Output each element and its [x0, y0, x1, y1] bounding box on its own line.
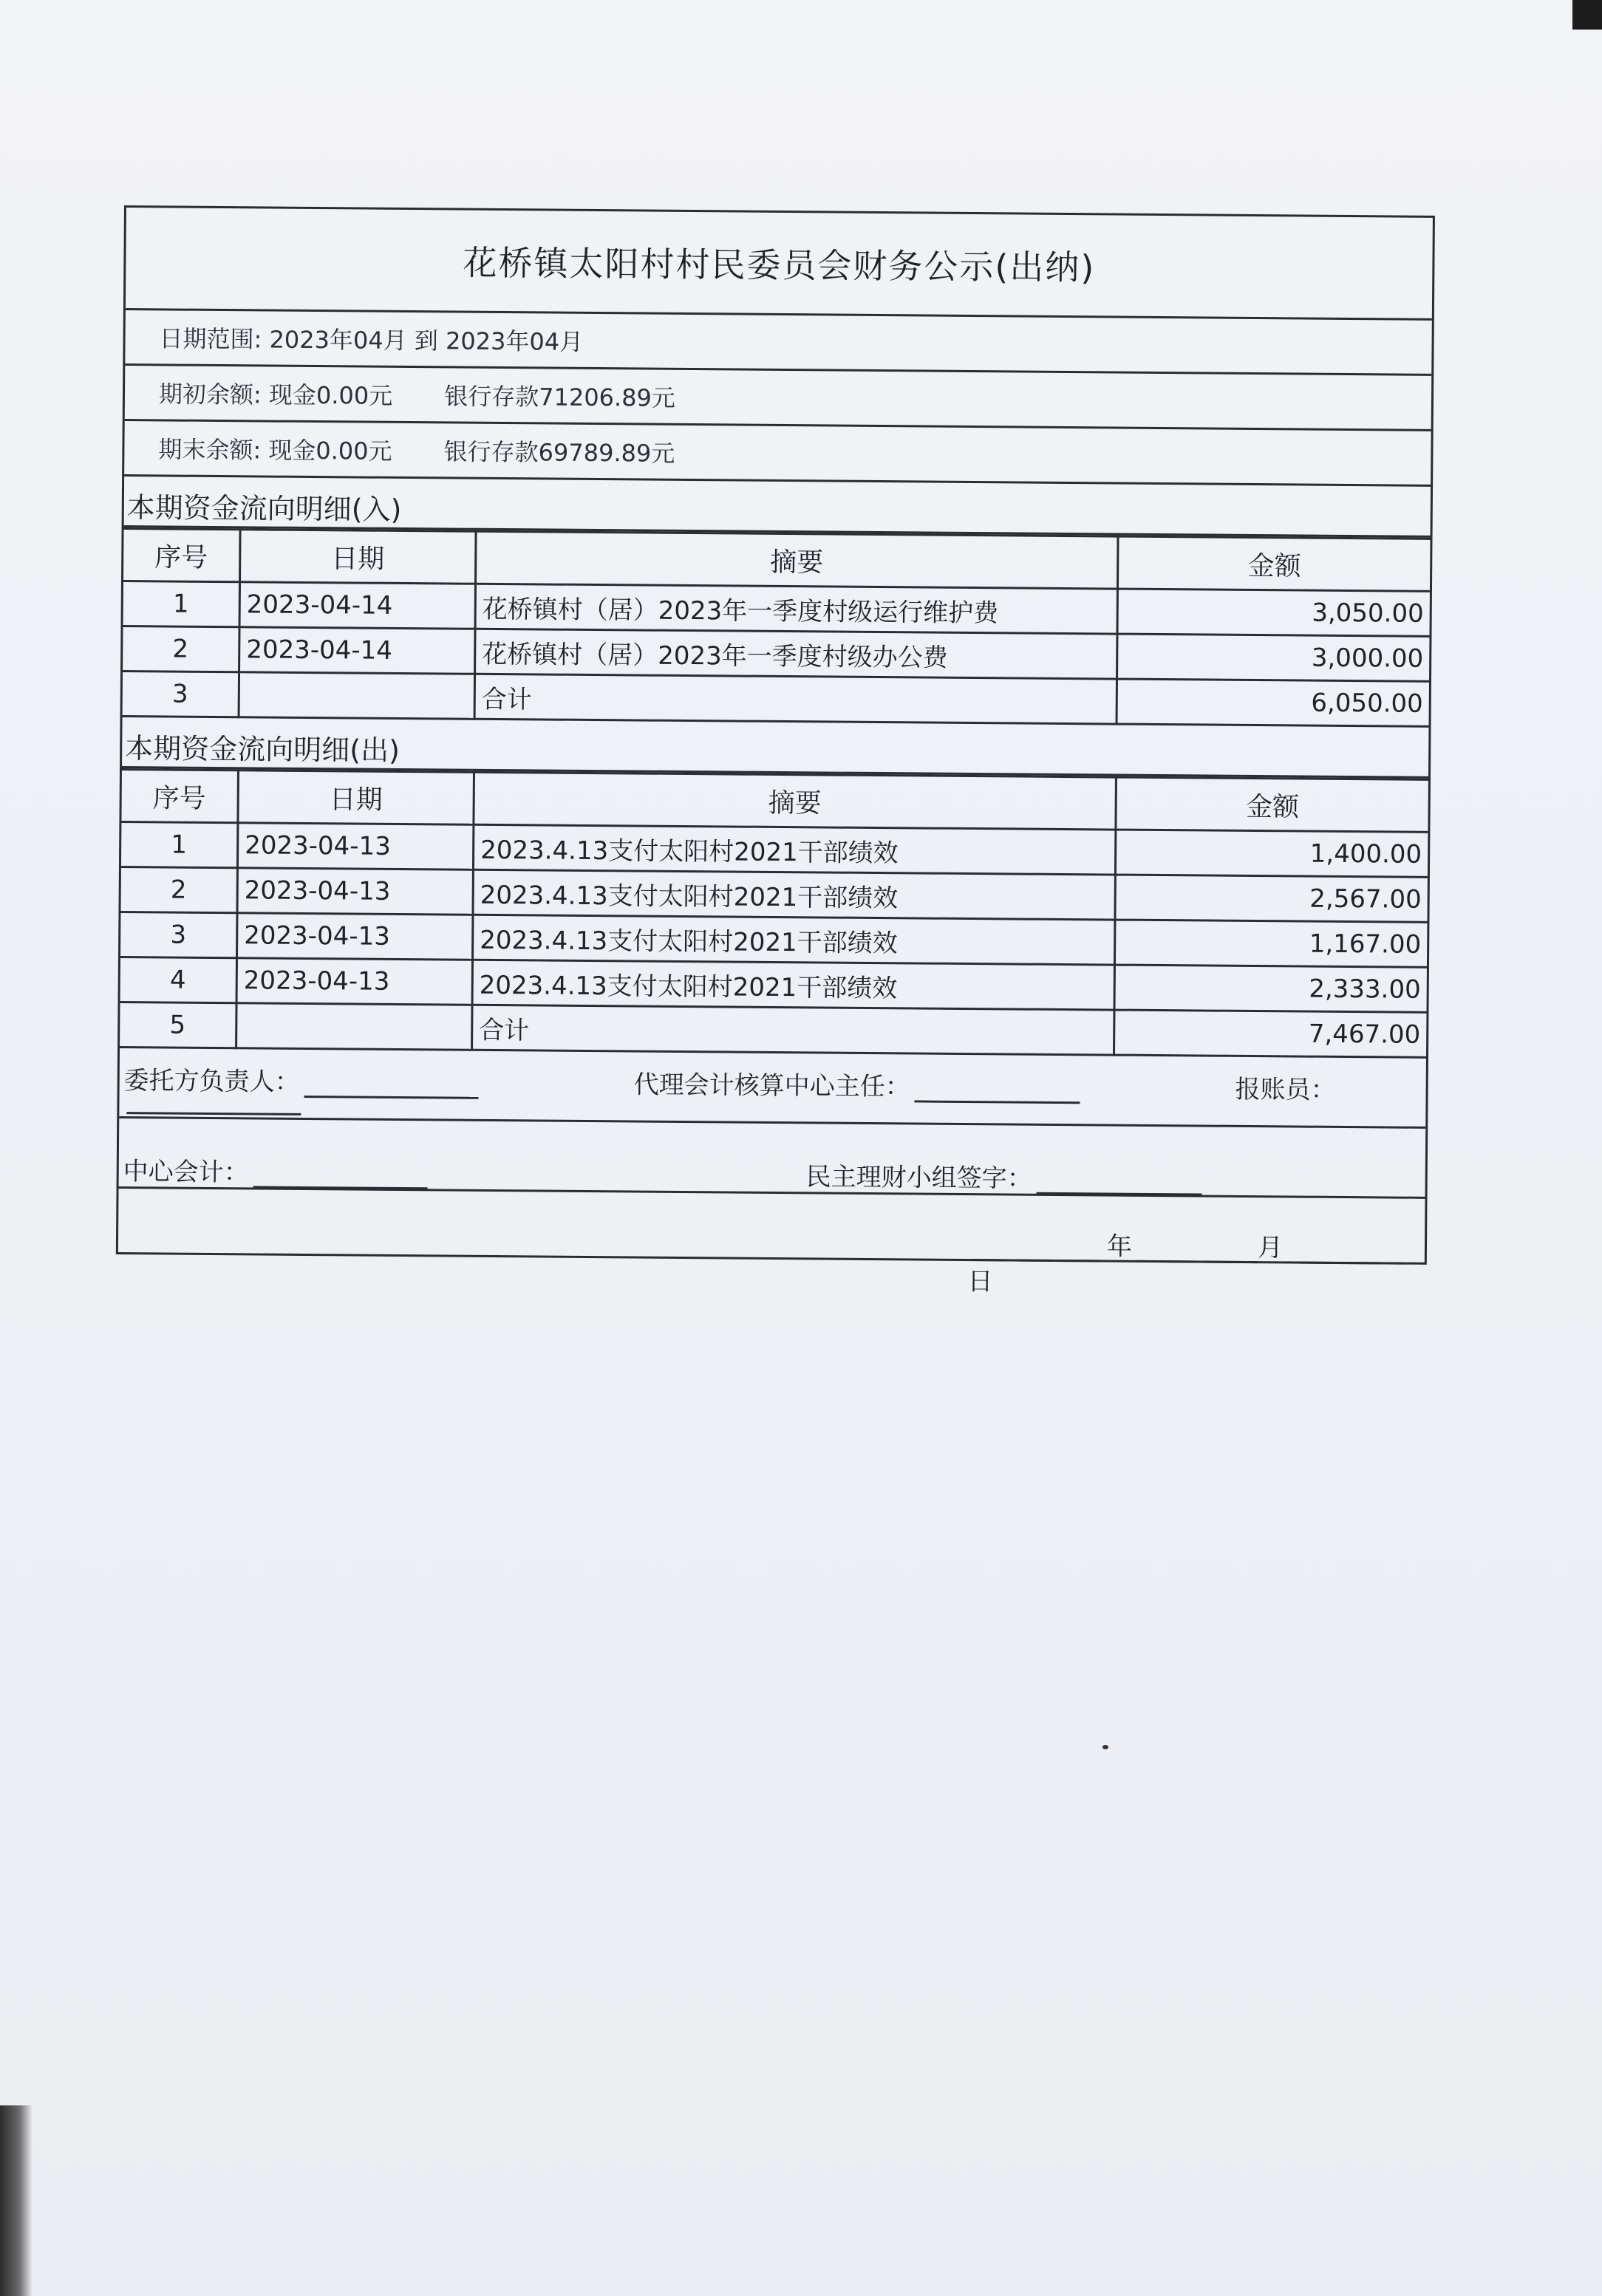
center-director-blank[interactable]	[914, 1078, 1080, 1104]
reimburser-blank[interactable]	[126, 1090, 301, 1115]
center-accountant-label: 中心会计：	[123, 1157, 249, 1188]
date-cell: 2023-04-13	[236, 958, 472, 1005]
principal-blank[interactable]	[304, 1073, 479, 1099]
closing-cash: 期末余额: 现金0.00元	[158, 435, 392, 465]
closing-bank: 银行存款69789.89元	[443, 437, 675, 468]
reimburser-label: 报账员：	[1235, 1074, 1336, 1105]
finance-disclosure-form	[116, 205, 1435, 1297]
seq-cell: 2	[120, 867, 237, 912]
date-cell: 2023-04-14	[239, 627, 475, 674]
date-cell: 2023-04-13	[237, 868, 473, 915]
opening-cash: 期初余额: 现金0.00元	[158, 380, 393, 410]
date-cell: 2023-04-13	[237, 913, 473, 960]
date-cell	[236, 1003, 472, 1050]
desc-cell: 合计	[474, 674, 1117, 724]
day-blank[interactable]	[1287, 1239, 1402, 1264]
income-table	[123, 527, 1431, 728]
page-edge-shadow	[0, 2105, 33, 2296]
amount-cell: 3,000.00	[1117, 634, 1430, 681]
amount-cell: 6,050.00	[1117, 679, 1429, 726]
year-blank[interactable]	[972, 1237, 1107, 1262]
date-range-row	[125, 310, 1432, 376]
seq-cell: 3	[120, 912, 237, 957]
col-seq-header: 序号	[123, 529, 240, 582]
income-section-heading: 本期资金流向明细(入)	[124, 476, 1431, 538]
desc-cell: 花桥镇村（居）2023年一季度村级运行维护费	[475, 584, 1117, 634]
sign-date-row	[118, 1189, 1425, 1297]
principal-label: 委托方负责人：	[123, 1066, 300, 1097]
center-director-label: 代理会计核算中心主任：	[633, 1070, 910, 1102]
amount-cell: 1,400.00	[1115, 830, 1428, 877]
amount-cell: 3,050.00	[1117, 589, 1430, 636]
seq-cell: 1	[123, 581, 240, 627]
opening-bank: 银行存款71206.89元	[444, 382, 676, 412]
seq-cell: 4	[120, 957, 237, 1002]
date-range: 日期范围: 2023年04月 到 2023年04月	[159, 324, 584, 356]
amount-cell: 7,467.00	[1114, 1010, 1427, 1057]
expense-section-heading: 本期资金流向明细(出)	[122, 717, 1428, 779]
desc-cell: 2023.4.13支付太阳村2021干部绩效	[472, 915, 1114, 965]
expense-table	[120, 768, 1428, 1059]
date-cell	[239, 672, 474, 720]
desc-cell: 2023.4.13支付太阳村2021干部绩效	[473, 824, 1115, 875]
col-amount-header: 金额	[1116, 777, 1428, 832]
finance-group-blank[interactable]	[1037, 1170, 1202, 1196]
year-label: 年	[1106, 1231, 1133, 1262]
day-label: 日	[967, 1267, 993, 1297]
col-desc-header: 摘要	[475, 531, 1118, 589]
amount-cell: 2,567.00	[1115, 875, 1428, 922]
closing-balance-row	[124, 421, 1431, 487]
desc-cell: 2023.4.13支付太阳村2021干部绩效	[472, 960, 1114, 1010]
page-corner	[1572, 0, 1602, 30]
opening-balance-row	[125, 366, 1432, 431]
sign-date	[967, 1225, 1425, 1301]
desc-cell: 2023.4.13支付太阳村2021干部绩效	[473, 869, 1115, 920]
amount-cell: 2,333.00	[1114, 965, 1427, 1012]
seq-cell: 5	[120, 1002, 236, 1048]
center-accountant-blank[interactable]	[253, 1164, 428, 1189]
signature-row-2	[119, 1118, 1426, 1199]
desc-cell: 花桥镇村（居）2023年一季度村级办公费	[475, 629, 1117, 679]
signature-row-1	[119, 1048, 1426, 1129]
desc-cell: 合计	[472, 1005, 1114, 1055]
finance-group-label: 民主理财小组签字：	[805, 1162, 1032, 1194]
center-accountant-signature	[123, 1151, 428, 1189]
seq-cell: 1	[121, 821, 238, 867]
amount-cell: 1,167.00	[1114, 920, 1427, 967]
seq-cell: 3	[123, 672, 239, 717]
center-director-signature	[634, 1064, 1080, 1104]
col-desc-header: 摘要	[474, 772, 1117, 830]
date-cell: 2023-04-14	[239, 582, 475, 629]
date-cell: 2023-04-13	[237, 823, 473, 870]
paper-speck	[1102, 1745, 1108, 1749]
month-blank[interactable]	[1136, 1238, 1258, 1263]
form-title: 花桥镇太阳村村民委员会财务公示(出纳)	[126, 208, 1433, 321]
reimburser-signature	[1235, 1069, 1335, 1106]
col-date-header: 日期	[238, 771, 474, 825]
col-date-header: 日期	[240, 530, 477, 584]
month-label: 月	[1257, 1233, 1284, 1263]
seq-cell: 2	[123, 626, 239, 672]
finance-group-signature	[806, 1156, 1202, 1195]
col-amount-header: 金额	[1117, 536, 1430, 591]
col-seq-header: 序号	[121, 770, 238, 823]
